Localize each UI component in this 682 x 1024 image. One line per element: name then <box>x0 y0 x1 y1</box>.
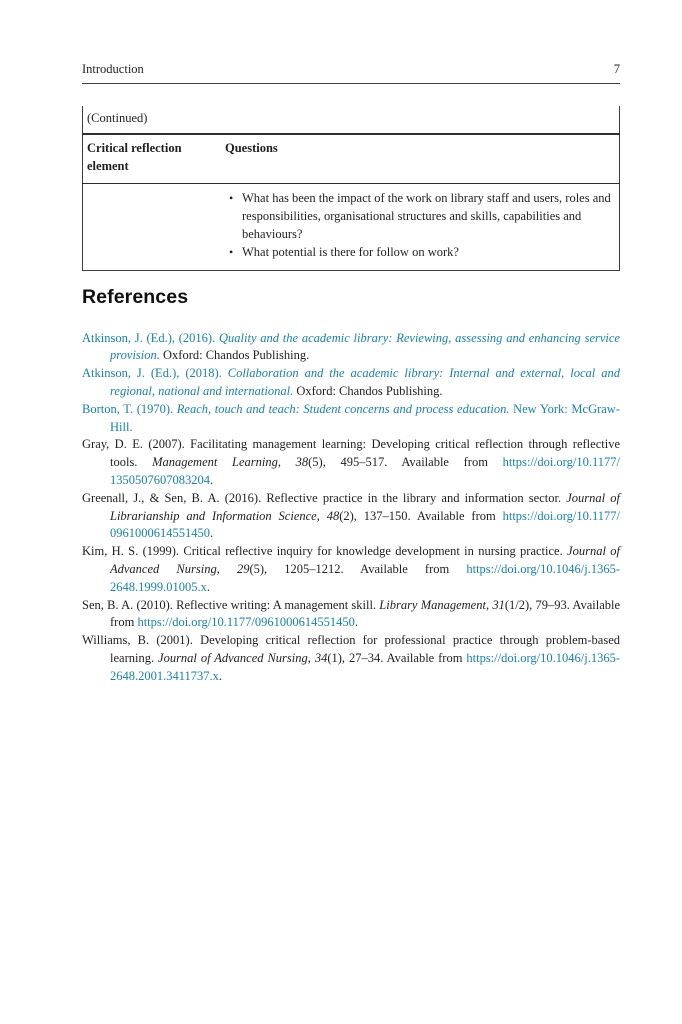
running-title: Introduction <box>82 62 144 76</box>
reference-text: . <box>206 579 210 594</box>
reference-entry <box>82 365 620 401</box>
reference-text: , <box>316 508 327 523</box>
reference-text: , <box>216 561 237 576</box>
reference-entry <box>82 597 620 633</box>
reference-entry <box>82 543 620 596</box>
reference-text: (5), 495–517. Available from <box>308 455 503 470</box>
doi-link[interactable]: https://doi.org/10.1046/j.1365-2648.2001.3411737.x <box>110 650 621 683</box>
reference-entry <box>82 632 620 685</box>
reference-text: , <box>277 455 296 470</box>
page-number: 7 <box>613 62 620 76</box>
doi-link[interactable]: https://doi.org/10.1046/j.1365-2648.1999.01005.x <box>110 561 620 594</box>
table-body-row <box>83 184 620 270</box>
reference-text: 31 <box>492 597 505 612</box>
reference-text: . <box>210 472 214 487</box>
reference-text: Gray, D. E. (2007). Facilitating management learning: Developing critical reflection through reflective tools. <box>82 437 620 470</box>
reference-text: Library Management <box>379 597 486 612</box>
reference-entry <box>82 436 620 489</box>
column-header-questions: Questions <box>221 134 620 184</box>
reference-link[interactable]: Collaboration and the academic library: Internal and external, local and regional, national and international. <box>110 366 620 398</box>
reference-text: Greenall, J., & Sen, B. A. (2016). Reflective practice in the library and information sector. <box>82 490 567 505</box>
table-continued-label: (Continued) <box>83 106 620 134</box>
reference-link[interactable]: Atkinson, J. (Ed.), (2016). <box>82 330 219 345</box>
reference-text: 34 <box>314 650 328 665</box>
empty-cell <box>83 184 222 270</box>
reference-link[interactable]: New York: McGraw-Hill. <box>110 401 621 434</box>
reference-text: (5), 1205–1212. Available from <box>249 561 467 576</box>
reference-text: Kim, H. S. (1999). Critical reflective inquiry for knowledge development in nursing practice. <box>82 544 568 559</box>
running-header <box>82 62 620 77</box>
header-rule <box>82 83 620 84</box>
reference-text: Oxford: Chandos Publishing. <box>159 348 310 363</box>
reference-link[interactable]: Reach, touch and teach: Student concerns and process education. <box>176 401 510 416</box>
reference-text: Sen, B. A. (2010). Reflective writing: A management skill. <box>82 597 380 612</box>
reference-text: Williams, B. (2001). Developing critical reflection for professional practice through problem-based learning. <box>82 633 620 665</box>
reference-text: 38 <box>295 455 309 470</box>
references-list <box>82 330 620 686</box>
question-bullet-item: • What has been the impact of the work on library staff and users, roles and responsibilities, organisational structures and skills, capabilities and behaviours? <box>221 190 613 243</box>
reference-text: (2), 137–150. Available from <box>339 508 503 523</box>
reference-text: , <box>307 650 315 665</box>
doi-link[interactable]: https://doi.org/10.1177/0961000614551450 <box>137 615 355 630</box>
doi-link[interactable]: https://doi.org/10.1177/0961000614551450 <box>110 508 620 541</box>
reference-text: , <box>485 597 493 612</box>
reference-text: (1), 27–34. Available from <box>327 650 467 665</box>
reference-link[interactable]: Atkinson, J. (Ed.), (2018). <box>82 366 228 381</box>
reference-text: Journal of Advanced Nursing <box>110 544 620 576</box>
table-continued-row <box>83 106 620 134</box>
questions-cell <box>221 184 620 270</box>
reference-entry <box>82 490 620 543</box>
reference-link[interactable]: Borton, T. (1970). <box>82 401 177 416</box>
reference-text: . <box>354 615 358 630</box>
questions-bullet-list <box>221 190 613 261</box>
doi-link[interactable]: https://doi.org/10.1177/1350507607083204 <box>110 455 620 487</box>
reference-text: . <box>218 668 223 683</box>
reference-link[interactable]: Quality and the academic library: Reviewing, assessing and enhancing service provision. <box>110 330 620 363</box>
reference-text: Management Learning <box>152 455 278 470</box>
table-header-row <box>83 134 620 184</box>
reference-text: 29 <box>236 561 250 576</box>
question-bullet-item: • What potential is there for follow on work? <box>221 244 613 262</box>
reference-entry <box>82 401 620 437</box>
reference-entry <box>82 330 620 366</box>
reference-text: Journal of Librarianship and Information Science <box>110 490 621 523</box>
reference-text: Journal of Advanced Nursing <box>158 650 308 665</box>
reference-text: Oxford: Chandos Publishing. <box>293 383 443 398</box>
column-header-critical-reflection-element: Critical reflection element <box>83 134 222 184</box>
critical-reflection-table <box>82 106 620 271</box>
references-heading: References <box>82 285 189 308</box>
reference-text: . <box>210 526 214 541</box>
reference-text: (1/2), 79–93. Available from <box>110 597 621 630</box>
reference-text: 48 <box>326 508 340 523</box>
